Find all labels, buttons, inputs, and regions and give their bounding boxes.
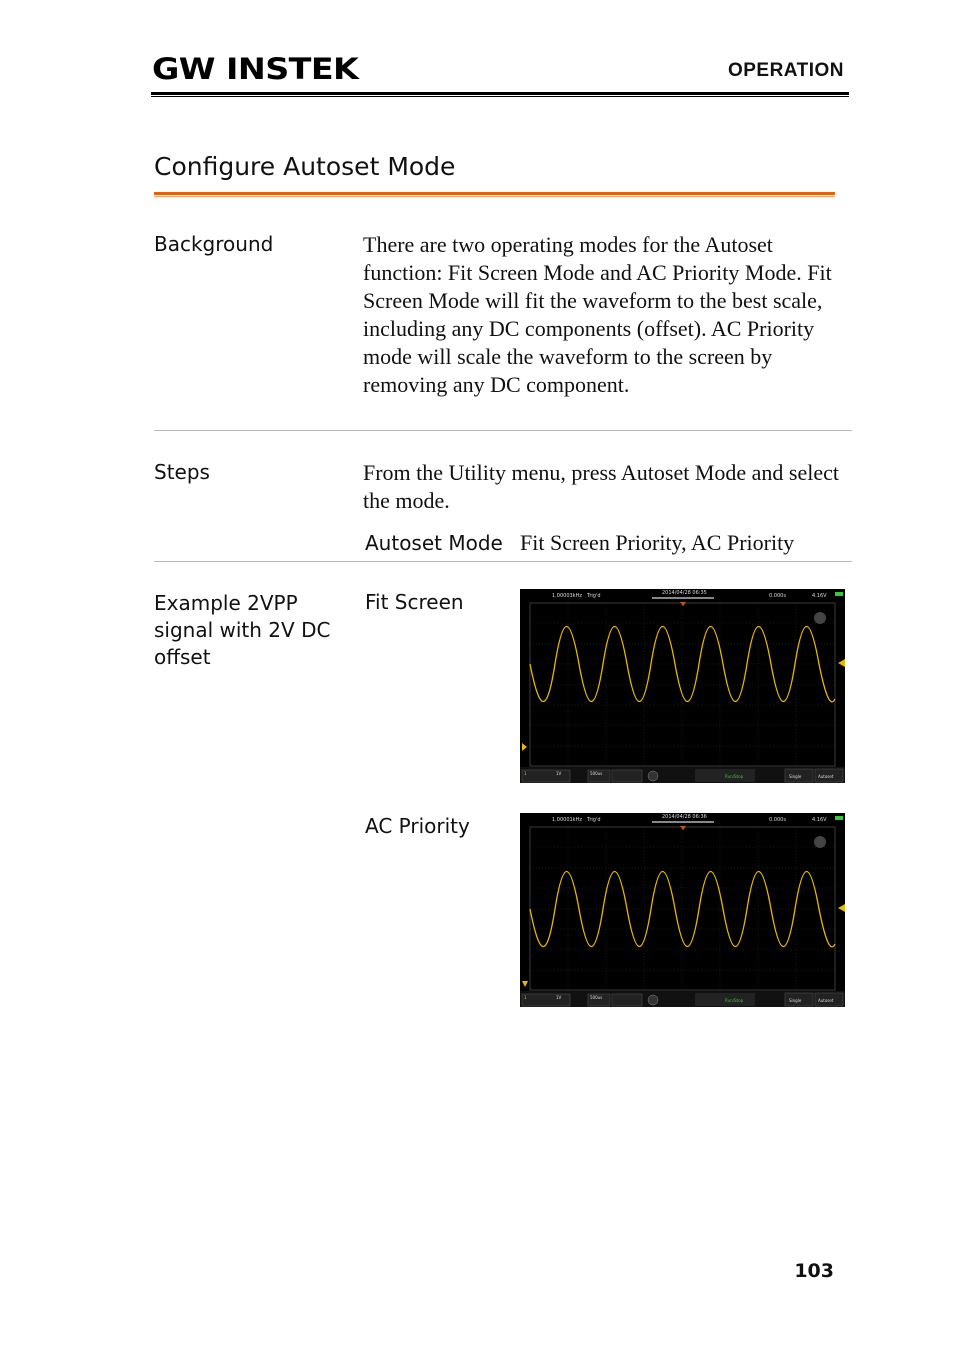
time-readout: 0.000s [769, 817, 786, 823]
timebase: 500us [590, 995, 603, 1000]
autoset-label: Autoset [818, 998, 834, 1003]
scope-screenshot-ac-priority [520, 813, 845, 1007]
single-label: Single [789, 774, 802, 779]
ac-priority-label: AC Priority [365, 814, 470, 838]
autoset-mode-values: Fit Screen Priority, AC Priority [520, 530, 795, 555]
time-readout: 0.000s [769, 593, 786, 599]
scope-screenshot-fit-screen [520, 589, 845, 783]
page-title: Configure Autoset Mode [154, 152, 456, 181]
svg-text:1: 1 [524, 995, 527, 1000]
header-rule-thin [151, 96, 849, 97]
background-label: Background [154, 232, 274, 256]
trig-status: Trig'd [587, 593, 601, 599]
level-readout: 4.16V [812, 593, 827, 599]
level-readout: 4.16V [812, 817, 827, 823]
single-label: Single [789, 998, 802, 1003]
title-underline-thin [154, 196, 835, 197]
datetime: 2014/04/28 06:35 [662, 590, 707, 596]
page-number: 103 [794, 1260, 834, 1282]
autoset-label: Autoset [818, 774, 834, 779]
svg-text:1: 1 [524, 771, 527, 776]
timebase: 500us [590, 771, 603, 776]
ch1-scale: 1V [556, 995, 562, 1000]
run-stop-label: Run/Stop [725, 998, 744, 1003]
example-label: Example 2VPP signal with 2V DC offset [154, 591, 331, 669]
ch1-scale: 1V [556, 771, 562, 776]
steps-text: From the Utility menu, press Autoset Mode and select the mode. [363, 460, 839, 513]
fit-screen-label: Fit Screen [365, 590, 464, 614]
background-text: There are two operating modes for the Autoset function: Fit Screen Mode and AC Priority Mode. Fit Screen Mode will fit the waveform to the best scale, including any DC components (offset). AC Priority mode will scale the waveform to the screen by removing any DC component. [363, 232, 832, 397]
brand-logo: GW INSTEK [152, 52, 359, 86]
autoset-mode-param: Autoset Mode [365, 531, 503, 555]
title-underline [154, 192, 835, 195]
row-divider [154, 430, 852, 431]
datetime: 2014/04/28 06:36 [662, 814, 707, 820]
trig-status: Trig'd [587, 817, 601, 823]
run-stop-label: Run/Stop [725, 774, 744, 779]
section-tag: OPERATION [727, 60, 844, 81]
freq-readout: 1.00003kHz [552, 593, 582, 599]
row-divider [154, 561, 852, 562]
freq-readout: 1.00001kHz [552, 817, 582, 823]
header-rule [151, 92, 849, 95]
steps-label: Steps [154, 460, 210, 484]
